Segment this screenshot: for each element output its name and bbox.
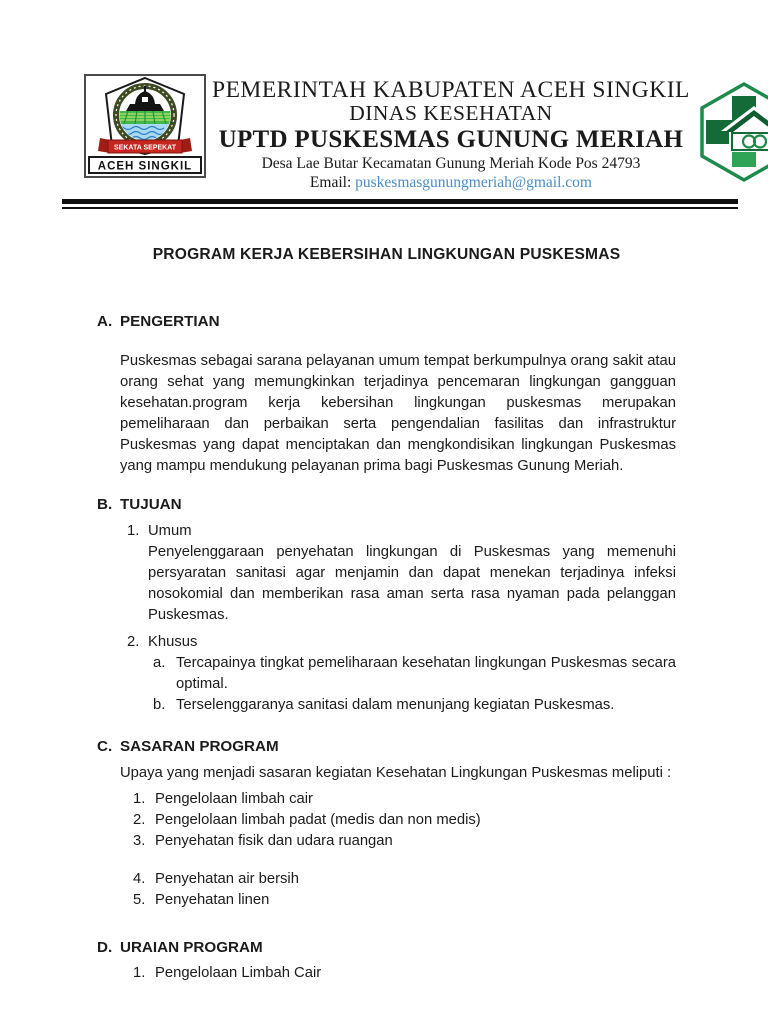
section-a-paragraph: Puskesmas sebagai sarana pelayanan umum tempat berkumpulnya orang sakit atau orang sehat yang memungkinkan terjadinya pencemaran lingkungan gangguan kesehatan.program kerja kebersihan lingkungan puskesmas merupakan pemeliharaan dan perbaikan serta pengendalian fasilitas dan infrastruktur Puskesmas yang dapat menciptakan dan mengkondisikan lingkungan Puskesmas yang mampu mendukung pelayanan prima bagi Puskesmas Gunung Meriah. [120, 353, 676, 475]
section-a-label: A. [97, 313, 113, 331]
sub-item-text: Tercapainya tingkat pemeliharaan kesehatan lingkungan Puskesmas secara optimal. [176, 655, 676, 693]
section-d-title: URAIAN PROGRAM [120, 939, 263, 957]
office-address: Desa Lae Butar Kecamatan Gunung Meriah Kode Pos 24793 [261, 155, 641, 173]
item-number: 1. [133, 965, 146, 982]
letterhead-divider-rule [62, 199, 738, 209]
seal-motto-text: SEKATA SEPEKAT [114, 144, 176, 152]
sub-item-letter: b. [153, 697, 166, 714]
seal-caption-text: ACEH SINGKIL [97, 160, 193, 173]
office-name: UPTD PUSKESMAS GUNUNG MERIAH [218, 125, 684, 153]
section-a-title: PENGERTIAN [120, 313, 220, 331]
item-number: 1. [133, 791, 146, 808]
item-paragraph: Penyelenggaraan penyehatan lingkungan di Puskesmas yang memenuhi persyaratan sanitasi agar menjamin dan dapat menekan terjadinya infeksi nosokomial dan memberikan rasa aman serta rasa nyaman pada pelanggan Puskesmas. [148, 544, 676, 624]
government-name: PEMERINTAH KABUPATEN ACEH SINGKIL [212, 77, 690, 103]
section-d-label: D. [97, 939, 113, 957]
list-item [133, 810, 676, 831]
list-item [133, 869, 676, 890]
item-number: 2. [127, 634, 140, 651]
section-d-list [97, 963, 676, 984]
item-number: 3. [133, 833, 146, 850]
section-c-title: SASARAN PROGRAM [120, 738, 279, 756]
sub-item-text: Terselenggaranya sanitasi dalam menunjang kegiatan Puskesmas. [176, 697, 615, 714]
document-title: PROGRAM KERJA KEBERSIHAN LINGKUNGAN PUSKESMAS [152, 246, 621, 264]
letterhead-text [206, 74, 696, 192]
section-a-heading [97, 311, 676, 332]
section-b-heading [97, 494, 676, 515]
sub-list-item [153, 653, 676, 695]
item-number: 1. [127, 523, 140, 540]
document-body [0, 244, 768, 984]
sub-item-letter: a. [153, 655, 166, 672]
section-b-title: TUJUAN [120, 496, 182, 514]
list-item [127, 632, 676, 716]
item-text: Pengelolaan limbah padat (medis dan non medis) [155, 812, 481, 829]
email-address: puskesmasgunungmeriah@gmail.com [355, 173, 592, 191]
item-text: Penyehatan fisik dan udara ruangan [155, 833, 393, 850]
puskesmas-logo [696, 81, 768, 183]
letterhead [0, 0, 768, 192]
item-text: Penyehatan linen [155, 892, 270, 909]
section-b-label: B. [97, 496, 113, 514]
email-label: Email: [309, 173, 352, 191]
list-item [127, 521, 676, 626]
list-item [133, 789, 676, 810]
department-name: DINAS KESEHATAN [349, 101, 553, 126]
section-c-list [97, 789, 676, 911]
list-item [133, 831, 676, 852]
section-c-heading [97, 736, 676, 757]
section-d-heading [97, 937, 676, 958]
item-title: Umum [148, 523, 192, 540]
section-c-label: C. [97, 738, 113, 756]
item-text: Pengelolaan Limbah Cair [155, 965, 322, 982]
section-c-intro: Upaya yang menjadi sasaran kegiatan Kesehatan Lingkungan Puskesmas meliputi : [120, 765, 672, 782]
item-number: 4. [133, 871, 146, 888]
item-text: Pengelolaan limbah cair [155, 791, 313, 808]
sub-list-item [153, 695, 676, 716]
list-item [133, 963, 676, 984]
item-title: Khusus [148, 634, 198, 651]
aceh-singkil-seal-logo [84, 74, 206, 178]
item-number: 5. [133, 892, 146, 909]
item-number: 2. [133, 812, 146, 829]
item-text: Penyehatan air bersih [155, 871, 299, 888]
list-item [133, 890, 676, 911]
office-email-line [212, 174, 690, 193]
